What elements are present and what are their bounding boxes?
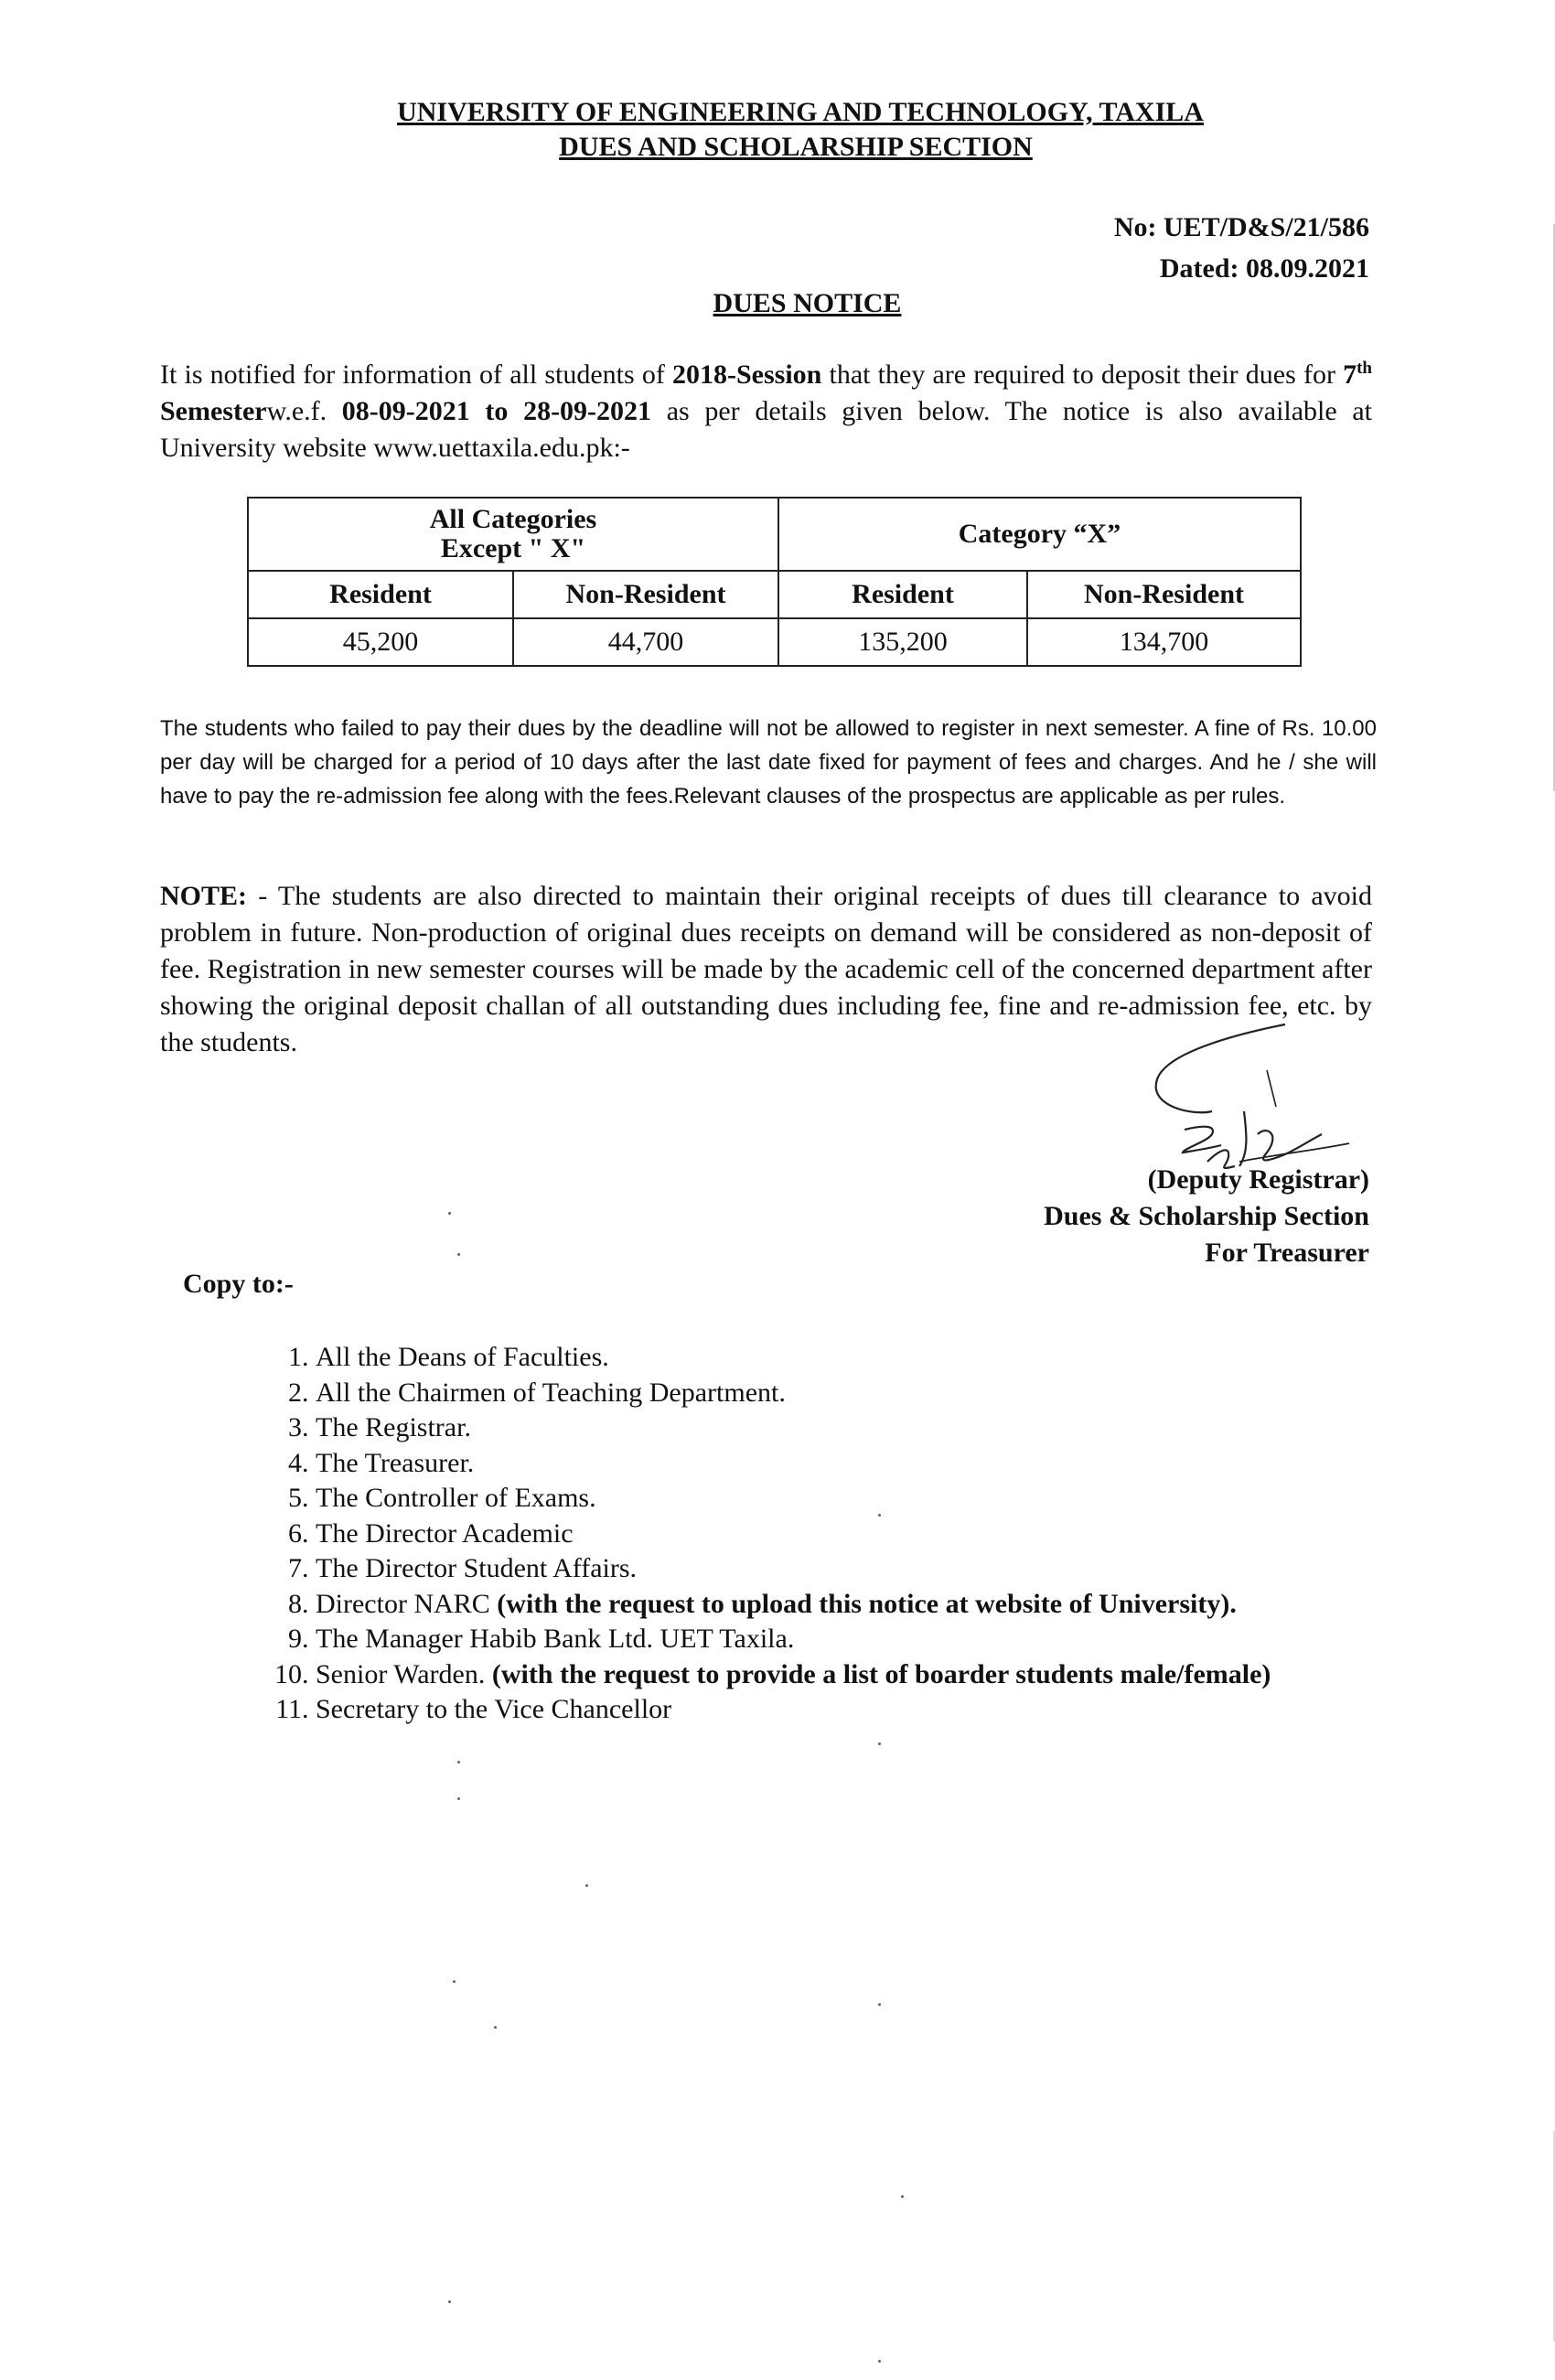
notice-title: DUES NOTICE [713, 288, 902, 318]
list-item [316, 1692, 1505, 1728]
signatory-for: For Treasurer [1205, 1238, 1369, 1268]
section-name: DUES AND SCHOLARSHIP SECTION [559, 132, 1033, 162]
scan-speck [457, 1797, 460, 1800]
deposit-dates: 08-09-2021 to 28-09-2021 [341, 396, 652, 426]
scan-speck [494, 2026, 497, 2029]
semester-number: 7 [1343, 359, 1357, 390]
list-item-text: The Director Student Affairs. [316, 1553, 638, 1583]
session: 2018-Session [672, 359, 822, 390]
list-item [316, 1410, 1505, 1446]
intro-text-1: It is notified for information of all students of [160, 359, 672, 390]
column-header: Resident [778, 571, 1027, 618]
list-item-text: All the Chairmen of Teaching Department. [316, 1377, 786, 1408]
dues-table [247, 497, 1302, 667]
copy-to-list [252, 1340, 1505, 1728]
scan-speck [453, 1980, 456, 1983]
scan-speck [448, 2300, 451, 2303]
list-item-text: The Director Academic [316, 1517, 574, 1549]
group-category-x: Category “X” [778, 498, 1301, 571]
list-item [316, 1481, 1505, 1517]
intro-text-2: that they are required to deposit their dues for [821, 359, 1344, 390]
table-cell: 45,200 [248, 618, 513, 666]
scan-speck [878, 2003, 881, 2006]
university-name: UNIVERSITY OF ENGINEERING AND TECHNOLOGY, TAXILA [397, 97, 1204, 127]
list-item-bold: (with the request to provide a list of boarder students male/female) [491, 1658, 1271, 1689]
list-item-text: Director NARC [316, 1588, 498, 1619]
column-header: Non-Resident [1027, 571, 1301, 618]
copy-to-label: Copy to:- [183, 1269, 294, 1299]
signatory-block [1044, 1162, 1369, 1271]
list-item [316, 1517, 1505, 1552]
group-all-except-x [248, 498, 778, 571]
intro-text-4: as per details given below. The notice is also available at University website www.uettaxila.edu.pk:- [160, 396, 1373, 463]
list-item [316, 1446, 1505, 1482]
scan-speck [448, 1212, 451, 1215]
group1-line1: All Categories [429, 504, 597, 534]
semester-suffix: th [1357, 359, 1372, 378]
intro-paragraph [160, 357, 1372, 466]
reference-number: No: UET/D&S/21/586 [1113, 212, 1369, 242]
table-cell: 134,700 [1027, 618, 1301, 666]
column-header: Non-Resident [513, 571, 778, 618]
reference-block [1114, 207, 1369, 289]
letterhead [0, 95, 1555, 165]
list-item [316, 1657, 1505, 1693]
list-item [316, 1340, 1505, 1376]
semester-word: Semester [160, 396, 267, 426]
intro-text-3: w.e.f. [266, 396, 342, 426]
scan-speck [878, 2360, 881, 2363]
list-item-text: The Registrar. [316, 1412, 471, 1442]
scan-speck [878, 1742, 881, 1745]
list-item [316, 1551, 1505, 1587]
table-cell: 44,700 [513, 618, 778, 666]
list-item [316, 1587, 1505, 1623]
signatory-section: Dues & Scholarship Section [1044, 1201, 1369, 1231]
scan-speck [901, 2195, 904, 2198]
list-item-text: The Manager Habib Bank Ltd. UET Taxila. [316, 1624, 795, 1654]
column-header: Resident [248, 571, 513, 618]
list-item-bold: (with the request to upload this notice at website of University). [497, 1588, 1237, 1619]
penalty-paragraph: The students who failed to pay their dues by the deadline will not be allowed to register in next semester. A fine of Rs. 10.00 per day will be charged for a period of 10 days after the last date fixed for payment of fees and charges. And he / she will have to pay the re-admission fee along with the fees.Relevant clauses of the prospectus are applicable as per rules. [160, 716, 1377, 809]
note-label: NOTE: [160, 881, 248, 911]
list-item [316, 1376, 1505, 1411]
list-item-text: The Treasurer. [316, 1447, 475, 1478]
list-item-text: Senior Warden. [316, 1658, 492, 1689]
table-cell: 135,200 [778, 618, 1027, 666]
scan-speck [878, 1514, 881, 1517]
signatory-designation: (Deputy Registrar) [1147, 1164, 1369, 1195]
list-item-text: The Controller of Exams. [316, 1483, 596, 1513]
reference-date: Dated: 08.09.2021 [1159, 253, 1369, 284]
scan-speck [585, 1884, 588, 1887]
scan-speck [457, 1761, 460, 1764]
group1-line2: Except " X" [440, 533, 586, 563]
list-item [316, 1622, 1505, 1657]
list-item-text: Secretary to the Vice Chancellor [316, 1694, 672, 1724]
scan-speck [457, 1253, 460, 1256]
list-item-text: All the Deans of Faculties. [316, 1342, 609, 1372]
note-text: - The students are also directed to maintain their original receipts of dues till clearance to avoid problem in future. Non-production of original dues receipts on demand will be considered as non-deposit of fee. Registration in new semester courses will be made by the academic cell of the concerned department after showing the original deposit challan of all outstanding dues including fee, fine and re-admission fee, etc. by the students. [160, 881, 1372, 1057]
